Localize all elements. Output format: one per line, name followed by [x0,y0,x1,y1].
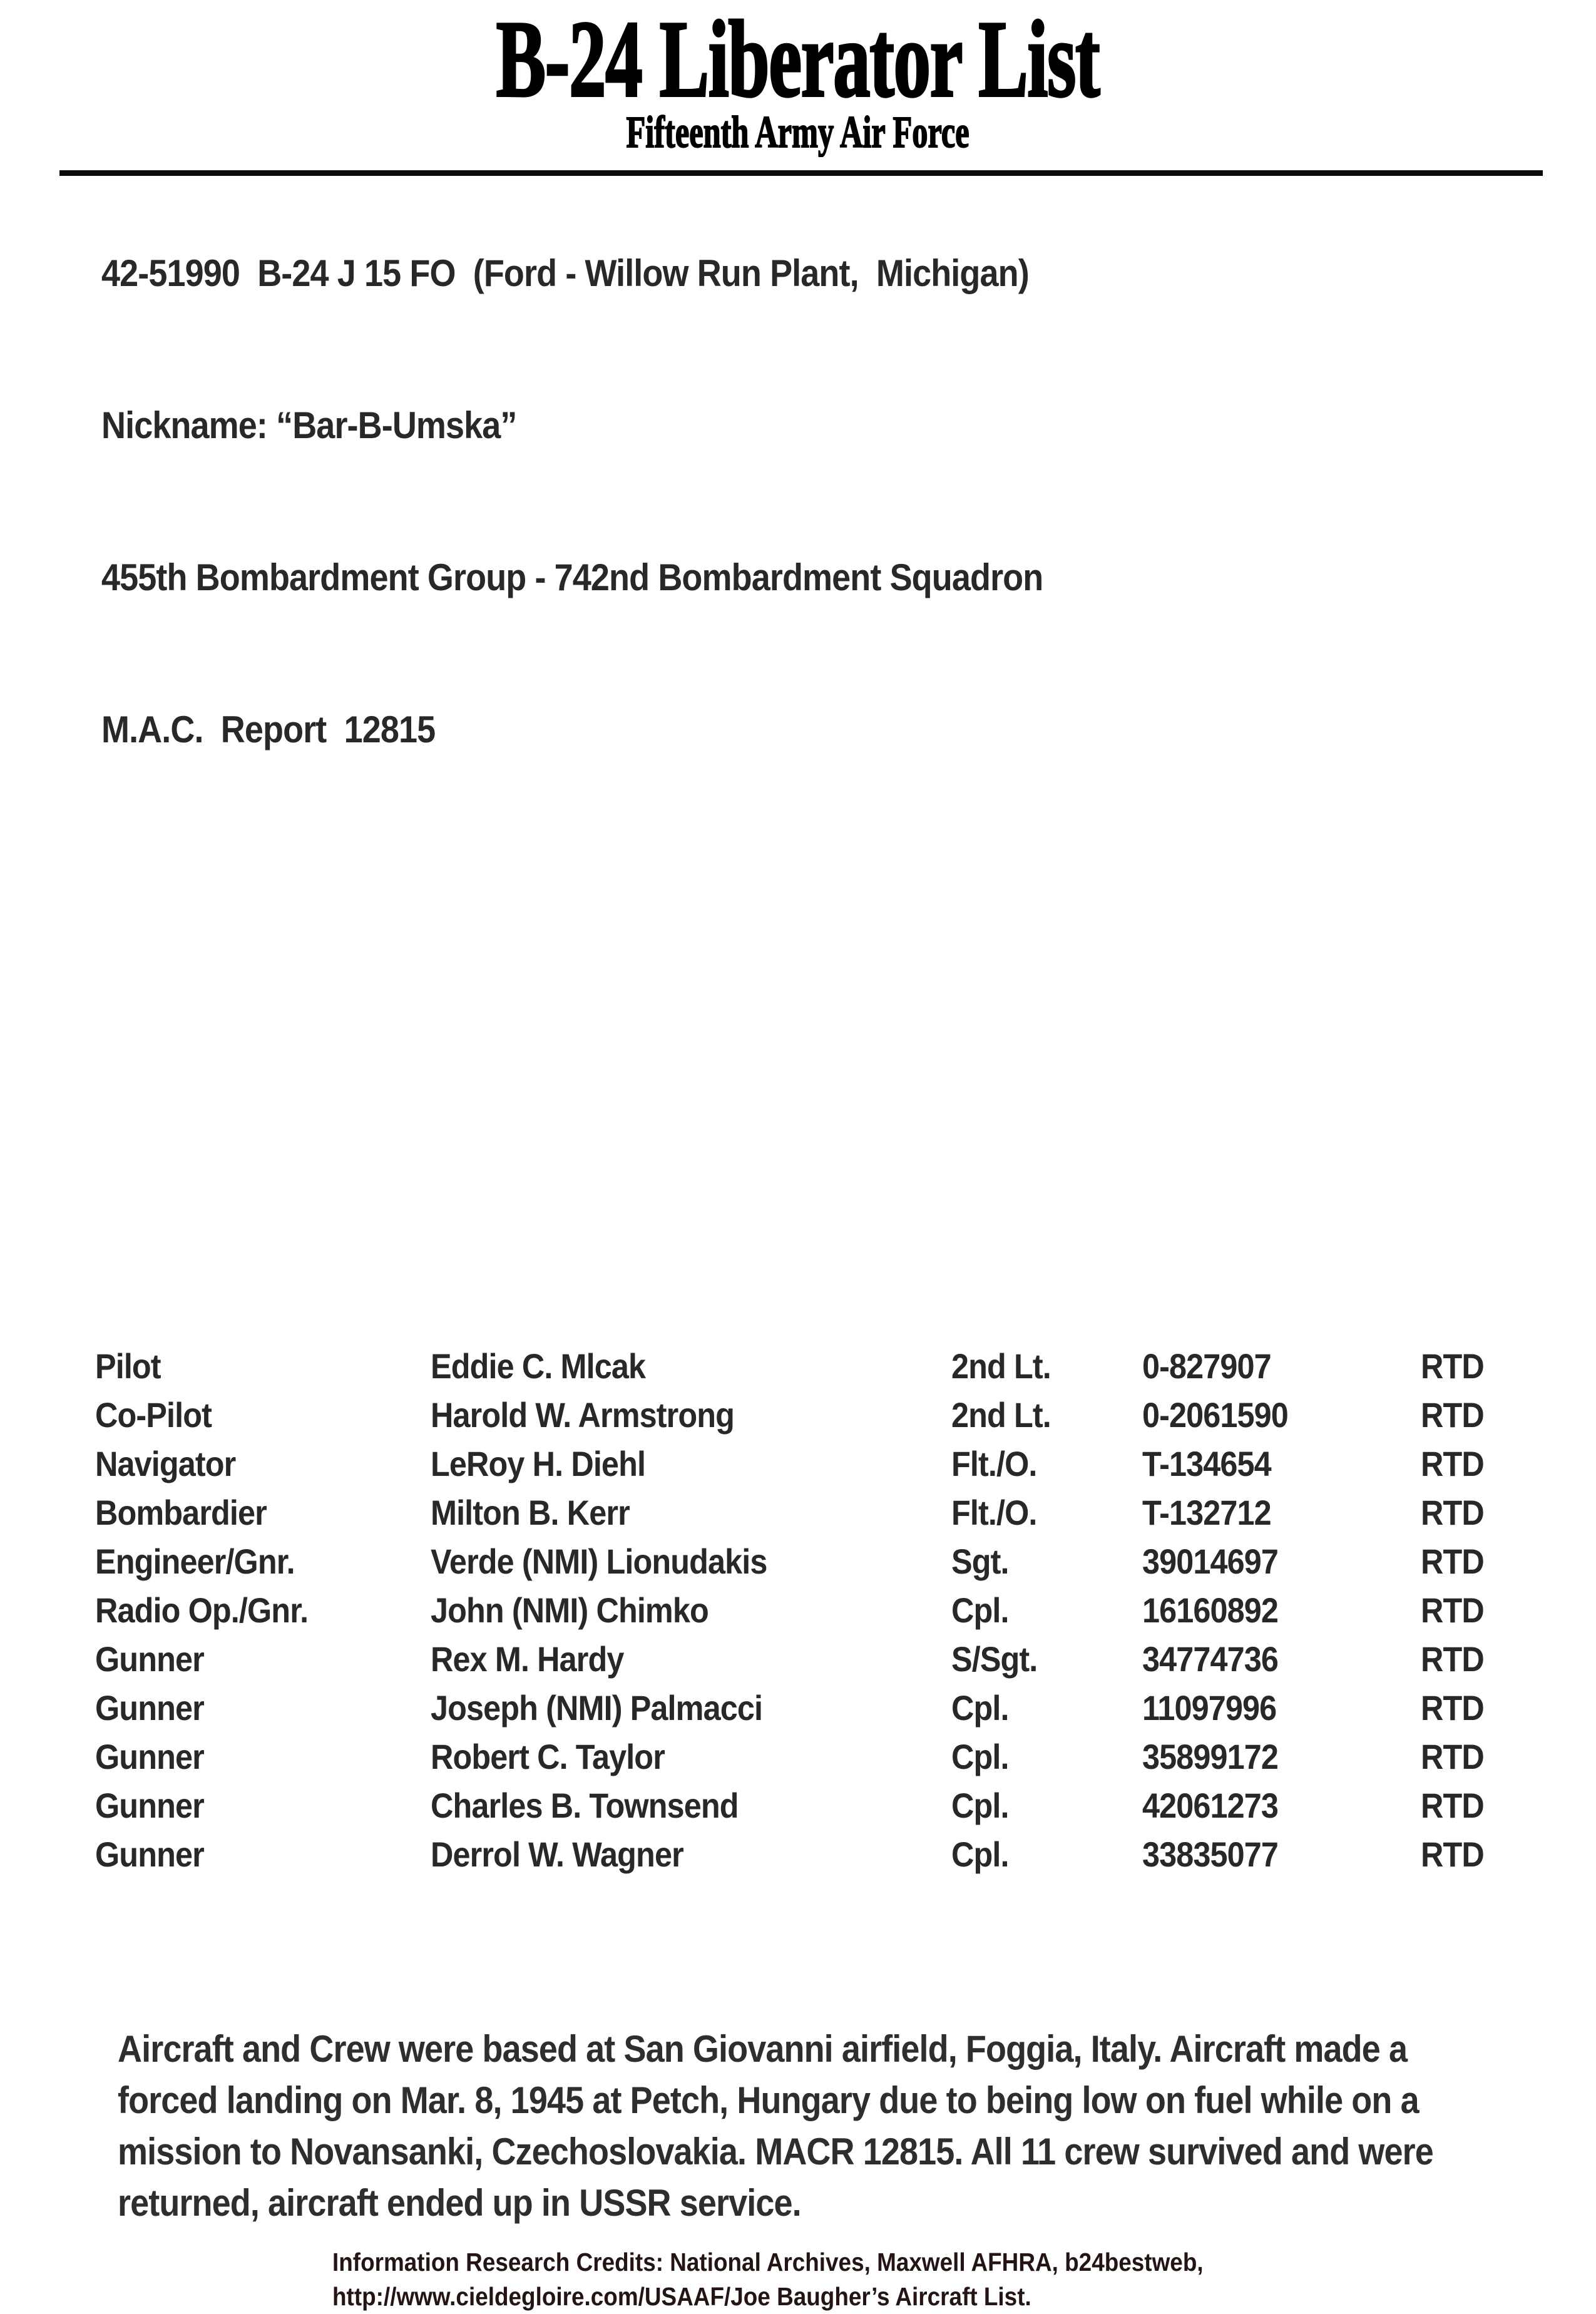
page-title-text: B-24 Liberator List [496,0,1100,120]
crew-name: Rex M. Hardy [431,1639,624,1679]
crew-rank: S/Sgt. [951,1639,1038,1679]
crew-name: Milton B. Kerr [431,1492,630,1532]
crew-role: Radio Op./Gnr. [95,1590,309,1630]
crew-role: Gunner [95,1834,204,1874]
crew-role: Engineer/Gnr. [95,1541,295,1581]
crew-status: RTD [1421,1639,1484,1679]
crew-row [95,1732,1596,1781]
crew-status: RTD [1421,1443,1484,1483]
crew-row [95,1830,1596,1878]
crew-status: RTD [1421,1590,1484,1630]
crew-name: Harold W. Armstrong [431,1395,735,1435]
crew-role: Gunner [95,1736,204,1776]
crew-name: Joseph (NMI) Palmacci [431,1687,763,1728]
aircraft-mac-report-text: M.A.C. Report 12815 [101,709,435,750]
crew-row [95,1341,1596,1390]
crew-status: RTD [1421,1541,1484,1581]
crew-serial: T-132712 [1142,1492,1271,1532]
crew-serial: 0-827907 [1142,1346,1271,1386]
crew-rank: Flt./O. [951,1443,1037,1483]
crew-serial: 34774736 [1142,1639,1279,1679]
aircraft-mac-report-line [59,653,1596,806]
crew-row [95,1439,1596,1488]
crew-role: Bombardier [95,1492,267,1532]
aircraft-unit-text: 455th Bombardment Group - 742nd Bombardment Squadron [101,556,1043,598]
page-subtitle [0,109,1596,155]
crew-name: Robert C. Taylor [431,1736,665,1776]
crew-name: Derrol W. Wagner [431,1834,683,1874]
crew-name: Eddie C. Mlcak [431,1346,646,1386]
crew-role: Co-Pilot [95,1395,212,1435]
aircraft-serial-line [59,197,1596,349]
crew-rank: Cpl. [951,1834,1009,1874]
crew-row [95,1585,1596,1634]
crew-serial: 11097996 [1142,1687,1277,1728]
crew-role: Pilot [95,1346,161,1386]
crew-rank: 2nd Lt. [951,1395,1051,1435]
aircraft-nickname-text: Nickname: “Bar-B-Umska” [101,404,517,446]
header-divider [59,170,1543,176]
crew-name: LeRoy H. Diehl [431,1443,646,1483]
crew-rank: Flt./O. [951,1492,1037,1532]
crew-serial: 0-2061590 [1142,1395,1288,1435]
crew-rank: Cpl. [951,1736,1009,1776]
page-title [0,0,1596,120]
page-subtitle-text: Fifteenth Army Air Force [626,107,970,157]
crew-name: Charles B. Townsend [431,1785,739,1825]
crew-name: Verde (NMI) Lionudakis [431,1541,767,1581]
crew-status: RTD [1421,1736,1484,1776]
crew-row [95,1683,1596,1732]
crew-serial: 42061273 [1142,1785,1279,1825]
crew-status: RTD [1421,1834,1484,1874]
crew-status: RTD [1421,1687,1484,1728]
credits-paragraph: Information Research Credits: National Archives, Maxwell AFHRA, b24bestweb, http://www.cieldegloire.com/USAAF/Joe Baugher’s Aircraft List. [332,2248,1204,2311]
crew-rank: Cpl. [951,1785,1009,1825]
crew-row [95,1390,1596,1439]
crew-row [95,1781,1596,1830]
crew-row [95,1634,1596,1683]
crew-rank: Cpl. [951,1590,1009,1630]
aircraft-serial-text: 42-51990 B-24 J 15 FO (Ford - Willow Run Plant, Michigan) [101,252,1029,294]
crew-rank: Cpl. [951,1687,1009,1728]
crew-table [95,1341,1596,1878]
crew-role: Gunner [95,1639,204,1679]
aircraft-nickname-line [59,349,1596,501]
crew-status: RTD [1421,1346,1484,1386]
crew-status: RTD [1421,1785,1484,1825]
crew-serial: T-134654 [1142,1443,1271,1483]
crew-role: Navigator [95,1443,236,1483]
crew-role: Gunner [95,1687,204,1728]
crew-serial: 39014697 [1142,1541,1279,1581]
crew-status: RTD [1421,1395,1484,1435]
crew-role: Gunner [95,1785,204,1825]
narrative-paragraph: Aircraft and Crew were based at San Giovanni airfield, Foggia, Italy. Aircraft made a forced landing on Mar. 8, 1945 at Petch, Hungary due to being low on fuel while on a mission to Novansanki, Czechoslovakia. MACR 12815. All 11 crew survived and were returned, aircraft ended up in USSR service. [118,2028,1433,2224]
aircraft-header [59,197,1596,806]
crew-rank: Sgt. [951,1541,1009,1581]
crew-row [95,1488,1596,1537]
crew-status: RTD [1421,1492,1484,1532]
crew-serial: 35899172 [1142,1736,1279,1776]
aircraft-unit-line [59,501,1596,653]
crew-rank: 2nd Lt. [951,1346,1051,1386]
crew-name: John (NMI) Chimko [431,1590,708,1630]
crew-row [95,1537,1596,1585]
crew-serial: 33835077 [1142,1834,1279,1874]
crew-serial: 16160892 [1142,1590,1279,1630]
